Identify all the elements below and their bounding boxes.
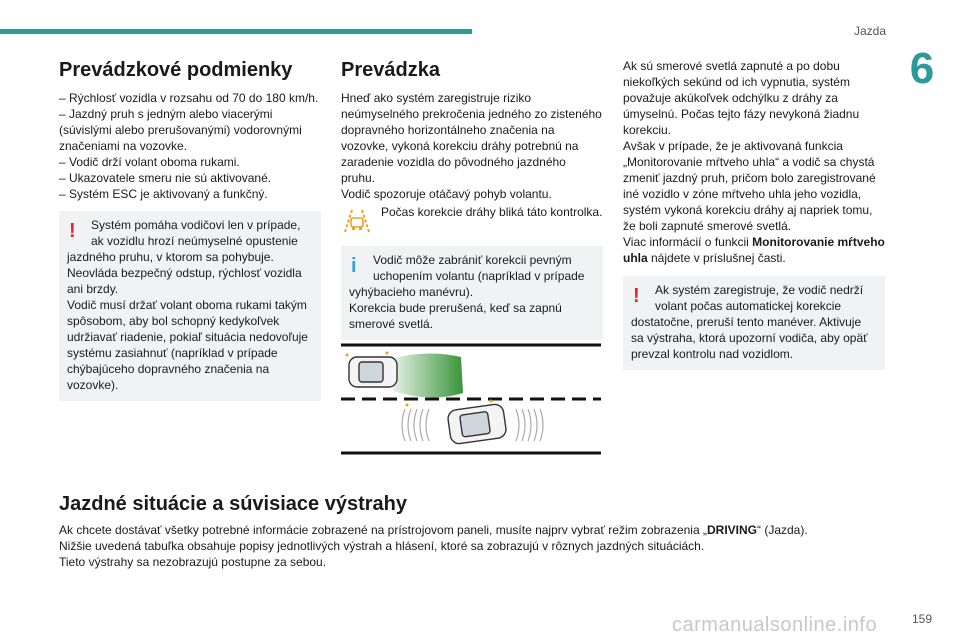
warning-text: Vodič musí držať volant oboma rukami takým spôsobom, aby bol schopný kedykoľvek udržiavať riadenie, pokiaľ situácia nedovoľuje systému zasiahnuť (napríklad v prípade chýbajúceho dopravného značenia na vozovke). (67, 298, 308, 392)
condition-item: – Ukazovatele smeru nie sú aktivované. (59, 171, 272, 185)
driving-mode-name: DRIVING (706, 523, 757, 537)
operation-text: Ak sú smerové svetlá zapnuté a po dobu niekoľkých sekúnd od ich vypnutia, systém považuje akúkoľvek odchýlku z dráhy za úmyselnú. Počas tejto fázy nevykoná žiadnu korekciu. (623, 59, 860, 137)
info-text: vyhýbacieho manévru). (349, 285, 474, 299)
blind-spot-reference (623, 234, 885, 266)
column-operation (341, 58, 603, 340)
driving-situations-heading: Jazdné situácie a súvisiace výstrahy (59, 493, 407, 515)
info-text: Korekcia bude prerušená, keď sa zapnú smerové svetlá. (349, 301, 562, 331)
condition-item: – Jazdný pruh s jedným alebo viacerými (súvislými alebo prerušovanými) vodorovnými značeniami na vozovke. (59, 107, 302, 153)
warning-text: jazdného pruhu, v ktorom sa pohybuje. Neovláda bezpečný odstup, rýchlosť vozidla ani brzdy. (67, 250, 302, 296)
section-text: Nižšie uvedená tabuľka obsahuje popisy jednotlivých výstrah a hlásení, ktoré sa zobrazujú v rôznych jazdných situáciách. (59, 539, 705, 553)
lane-keeping-warning-lamp-icon (341, 206, 373, 234)
warning-text: dostatočne, preruší tento manéver. Aktivuje sa výstraha, ktorá upozorní vodiča, aby opäť prevzal kontrolu nad vozidlom. (631, 315, 868, 361)
info-box (341, 246, 603, 340)
info-icon: i (351, 255, 357, 277)
operation-text: Avšak v prípade, že je aktivovaná funkcia „Monitorovanie mŕtveho uhla“ a vodič sa chystá zmeniť jazdný pruh, pričom bolo zaregistrované iné vozidlo v zóne mŕtveho uhla jeho vozidla, systém vykoná korekciu dráhy aj napriek tomu, že boli zapnuté smerové svetlá. (623, 139, 876, 233)
operation-text: Hneď ako systém zaregistruje riziko neúmyselného prekročenia jedného zo zisteného dopravného horizontálneho značenia na vozovke, vykoná korekciu dráhy potrebnú na zaradenie vozidla do pôvodného jazdného pruhu. (341, 91, 602, 185)
text-prefix: Ak chcete dostávať všetky potrebné informácie zobrazené na prístrojovom paneli, musíte najprv vybrať režim zobrazenia „ (59, 523, 707, 537)
section-text: Tieto výstrahy sa nezobrazujú postupne za sebou. (59, 555, 327, 569)
warning-text: Ak systém zaregistruje, že vodič nedrží (655, 283, 864, 297)
info-text: Vodič môže zabrániť korekcii pevným (373, 253, 572, 267)
info-text: uchopením volantu (napríklad v prípade (373, 269, 585, 283)
blind-spot-link-text: Monitorovanie mŕtveho uhla (623, 235, 885, 265)
condition-item: – Vodič drží volant oboma rukami. (59, 155, 240, 169)
section-text (59, 522, 859, 538)
header-accent-bar (0, 29, 472, 34)
operating-conditions-heading: Prevádzkové podmienky (59, 59, 293, 81)
driving-situations-section (59, 492, 859, 570)
warning-box (59, 211, 321, 401)
warning-text: ak vozidlu hrozí neúmyselné opustenie (91, 234, 298, 248)
column-operation-cont (623, 58, 885, 370)
exclamation-icon: ! (69, 220, 76, 242)
warning-box (623, 276, 885, 370)
watermark: carmanualsonline.info (672, 614, 878, 636)
warning-text: volant počas automatickej korekcie (655, 299, 842, 313)
operation-text: Vodič spozoruje otáčavý pohyb volantu. (341, 187, 552, 201)
lamp-text: Počas korekcie dráhy bliká táto kontrolka. (381, 205, 603, 219)
condition-item: – Rýchlosť vozidla v rozsahu od 70 do 180 km/h. (59, 91, 319, 105)
text-suffix: “ (Jazda). (757, 523, 808, 537)
page-number: 159 (912, 612, 933, 626)
exclamation-icon: ! (633, 285, 640, 307)
condition-item: – Systém ESC je aktivovaný a funkčný. (59, 187, 268, 201)
warning-text: Systém pomáha vodičovi len v prípade, (91, 218, 301, 232)
reference-suffix: nájdete v príslušnej časti. (647, 251, 786, 265)
lane-correction-illustration (341, 343, 601, 455)
operation-heading: Prevádzka (341, 59, 440, 81)
lamp-row (341, 204, 603, 236)
reference-prefix: Viac informácií o funkcii (623, 235, 753, 249)
chapter-number: 6 (909, 44, 935, 93)
section-title: Jazda (853, 24, 886, 38)
column-operating-conditions (59, 58, 321, 401)
